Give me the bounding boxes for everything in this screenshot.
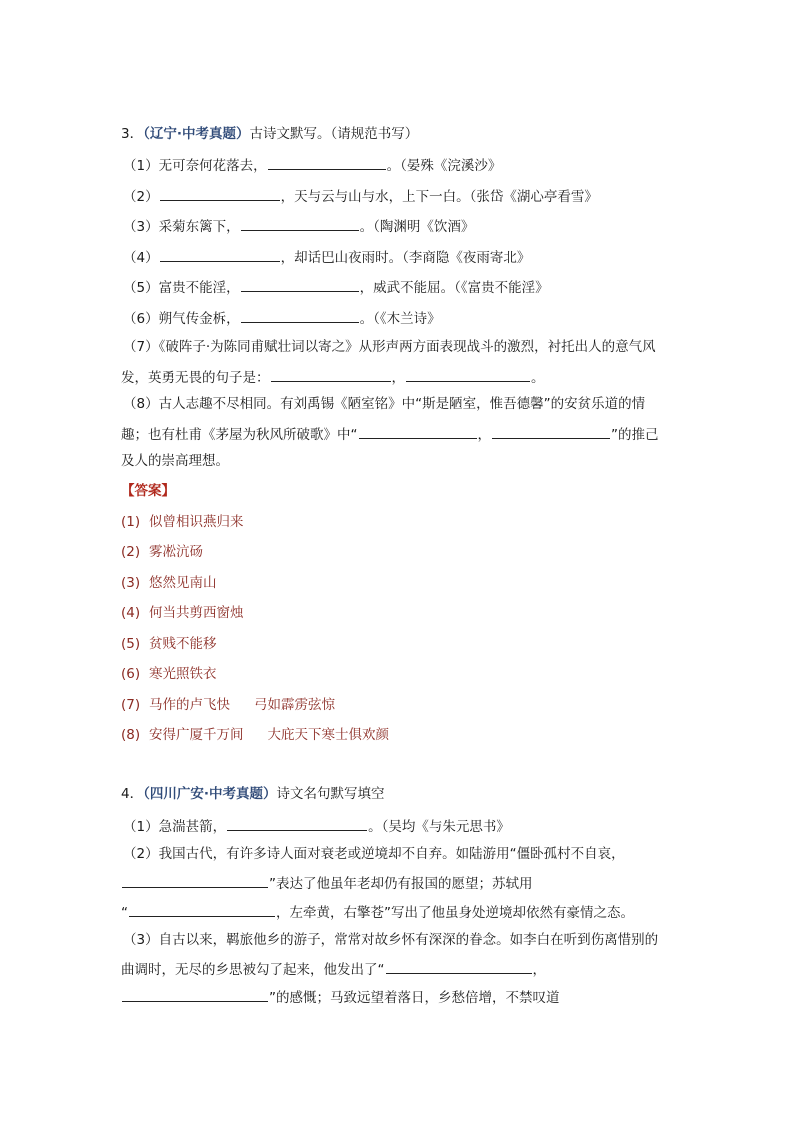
answer-item: (8) 安得广厦千万间 大庇天下寒士俱欢颜 (121, 727, 389, 743)
answer-blank[interactable] (406, 367, 530, 382)
answer-item: (3) 悠然见南山 (121, 575, 217, 591)
answer-blank[interactable] (359, 424, 477, 439)
answer-blank[interactable] (129, 902, 275, 917)
q3-item-4: （4） ，却话巴山夜雨时。（李商隐《夜雨寄北》 (123, 247, 530, 265)
answer-item: (1) 似曾相识燕归来 (121, 514, 244, 530)
q3-prompt: 古诗文默写。（请规范书写） (249, 126, 419, 142)
answer-blank[interactable] (122, 873, 268, 888)
answer-blank[interactable] (160, 186, 280, 201)
q3-heading (121, 125, 418, 143)
answer-label: 【答案】 (121, 483, 175, 499)
q3-item-6: （6）朔气传金柝， 。（《木兰诗》 (123, 308, 441, 326)
q4-item-3-line2: 曲调时，无尽的乡思被勾了起来，他发出了“ ， (121, 959, 546, 977)
q3-item-2: （2） ，天与云与山与水，上下一白。（张岱《湖心亭看雪》 (123, 186, 598, 204)
q3-number: 3． (121, 126, 144, 142)
answer-blank[interactable] (241, 277, 359, 292)
answer-item: (7) 马作的卢飞快 弓如霹雳弦惊 (121, 697, 335, 713)
answer-blank[interactable] (122, 987, 268, 1002)
answer-blank[interactable] (241, 216, 359, 231)
q3-item-8-line3: 及人的崇高理想。 (121, 453, 229, 469)
q4-item-2-line1: （2）我国古代，有许多诗人面对衰老或逆境却不自弃。如陆游用“僵卧孤村不自哀， (123, 846, 625, 862)
q3-item-8-line2: 趣；也有杜甫《茅屋为秋风所破歌》中“ ， ”的推己 (121, 424, 659, 442)
q4-item-1: （1）急湍甚箭， 。（吴均《与朱元思书》 (123, 816, 510, 834)
q4-number: 4． (121, 786, 144, 802)
q4-prompt: 诗文名句默写填空 (276, 786, 385, 802)
answer-item: (5) 贫贱不能移 (121, 636, 217, 652)
answer-blank[interactable] (271, 367, 391, 382)
q3-item-5: （5）富贵不能淫， ，威武不能屈。（《富贵不能淫》 (123, 277, 549, 295)
q4-item-2-line2: ”表达了他虽年老却仍有报国的愿望；苏轼用 (121, 873, 533, 891)
answer-blank[interactable] (492, 424, 610, 439)
q4-source: （四川广安·中考真题） (143, 786, 277, 802)
q3-item-3: （3）采菊东篱下， 。（陶渊明《饮酒》 (123, 216, 474, 234)
answer-blank[interactable] (268, 155, 386, 170)
answer-blank[interactable] (241, 308, 359, 323)
q3-item-8-line1: （8）古人志趣不尽相同。有刘禹锡《陋室铭》中“斯是陋室，惟吾德馨”的安贫乐道的情 (123, 396, 646, 412)
answer-item: (6) 寒光照铁衣 (121, 666, 217, 682)
q4-item-2-line3: “ ，左牵黄，右擎苍”写出了他虽身处逆境却依然有豪情之态。 (121, 902, 634, 920)
answer-item: (2) 雾凇沆砀 (121, 544, 203, 560)
q4-item-3-line1: （3）自古以来，羁旅他乡的游子，常常对故乡怀有深深的眷念。如李白在听到伤离惜别的 (123, 932, 659, 948)
q3-item-1: （1）无可奈何花落去， 。（晏殊《浣溪沙》 (123, 155, 501, 173)
answer-blank[interactable] (227, 816, 367, 831)
answer-blank[interactable] (160, 247, 280, 262)
q3-source: （辽宁·中考真题） (143, 126, 250, 142)
q4-item-3-line3: ”的感慨；马致远望着落日，乡愁倍增，不禁叹道 (121, 987, 560, 1005)
q4-heading (121, 785, 384, 803)
answer-blank[interactable] (386, 959, 532, 974)
answer-item: (4) 何当共剪西窗烛 (121, 605, 244, 621)
q3-item-7-line2: 发，英勇无畏的句子是： ， 。 (121, 367, 545, 385)
q3-item-7-line1: （7）《破阵子·为陈同甫赋壮词以寄之》从形声两方面表现战斗的激烈，衬托出人的意气风 (123, 339, 656, 355)
